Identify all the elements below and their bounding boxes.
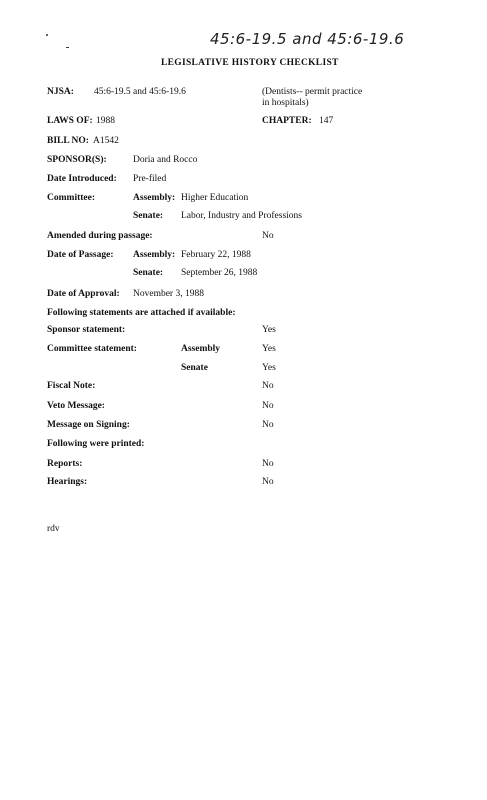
passage-assembly-label: Assembly: [133, 250, 176, 260]
page-title: LEGISLATIVE HISTORY CHECKLIST [161, 58, 339, 68]
printed-heading: Following were printed: [47, 439, 145, 449]
passage-senate-label: Senate: [133, 268, 164, 278]
veto-message-value: No [262, 401, 274, 411]
initials: rdv [47, 524, 60, 534]
njsa-note-line1: (Dentists-- permit practice [262, 87, 363, 97]
sponsor-statement-label: Sponsor statement: [47, 325, 126, 335]
fiscal-note-label: Fiscal Note: [47, 381, 96, 391]
njsa-label: NJSA: [47, 87, 74, 97]
statements-heading: Following statements are attached if available: [47, 308, 236, 318]
date-introduced-value: Pre-filed [133, 174, 167, 184]
laws-of-label: LAWS OF: [47, 116, 93, 126]
stray-dot [46, 34, 48, 36]
chapter-label: CHAPTER: [262, 116, 312, 126]
message-on-signing-value: No [262, 420, 274, 430]
message-on-signing-label: Message on Signing: [47, 420, 130, 430]
committee-senate-label: Senate: [133, 211, 164, 221]
laws-of-value: 1988 [96, 116, 115, 126]
fiscal-note-value: No [262, 381, 274, 391]
statement-senate-value: Yes [262, 363, 276, 373]
stray-dash [66, 47, 69, 48]
bill-no-label: BILL NO: [47, 136, 89, 146]
handwritten-note: 45:6-19.5 and 45:6-19.6 [210, 30, 405, 48]
amended-value: No [262, 231, 274, 241]
reports-label: Reports: [47, 459, 83, 469]
chapter-value: 147 [319, 116, 334, 126]
committee-assembly-value: Higher Education [181, 193, 249, 203]
sponsors-value: Doria and Rocco [133, 155, 198, 165]
veto-message-label: Veto Message: [47, 401, 105, 411]
committee-senate-value: Labor, Industry and Professions [181, 211, 302, 221]
committee-label: Committee: [47, 193, 96, 203]
date-of-approval-value: November 3, 1988 [133, 289, 204, 299]
date-of-approval-label: Date of Approval: [47, 289, 120, 299]
statement-assembly-value: Yes [262, 344, 276, 354]
bill-no-value: A1542 [93, 136, 119, 146]
njsa-note-line2: in hospitals) [262, 98, 309, 108]
passage-senate-value: September 26, 1988 [181, 268, 258, 278]
amended-label: Amended during passage: [47, 231, 153, 241]
hearings-value: No [262, 477, 274, 487]
committee-statement-label: Committee statement: [47, 344, 137, 354]
statement-assembly-label: Assembly [181, 344, 221, 354]
date-introduced-label: Date Introduced: [47, 174, 117, 184]
hearings-label: Hearings: [47, 477, 88, 487]
date-of-passage-label: Date of Passage: [47, 250, 114, 260]
statement-senate-label: Senate [181, 363, 208, 373]
sponsors-label: SPONSOR(S): [47, 155, 107, 165]
sponsor-statement-value: Yes [262, 325, 276, 335]
passage-assembly-value: February 22, 1988 [181, 250, 251, 260]
njsa-value: 45:6-19.5 and 45:6-19.6 [94, 87, 186, 97]
reports-value: No [262, 459, 274, 469]
committee-assembly-label: Assembly: [133, 193, 176, 203]
